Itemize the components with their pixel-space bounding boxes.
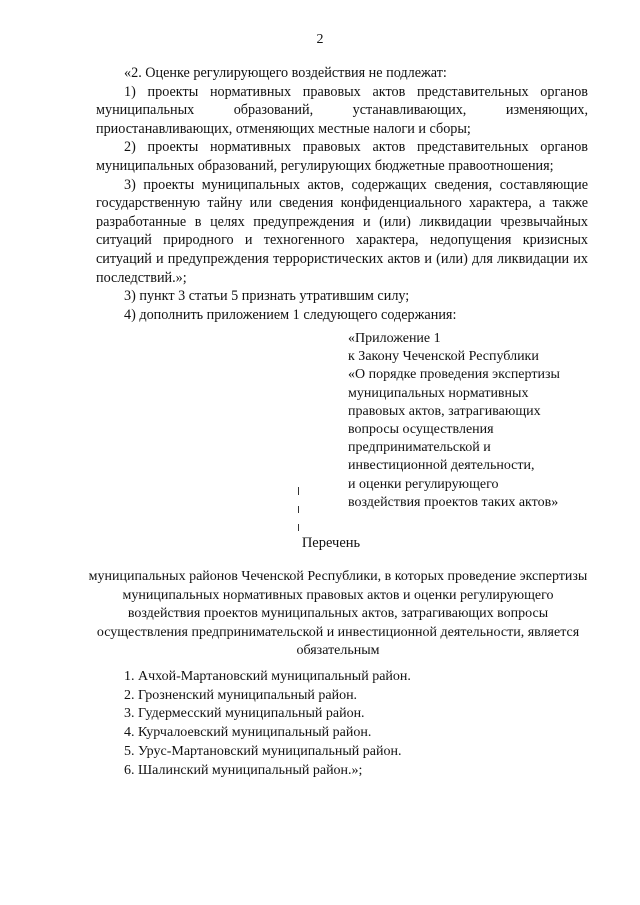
appendix-line: к Закону Чеченской Республики (348, 349, 539, 365)
amendment-clause-repeal: 3) пункт 3 статьи 5 признать утратившим силу; (124, 288, 410, 305)
appendix-reference (348, 330, 593, 512)
list-item: 2. Грозненский муниципальный район. (124, 687, 358, 703)
scan-mark (298, 487, 299, 495)
page-number: 2 (316, 32, 324, 47)
appendix-line: «О порядке проведения экспертизы (348, 367, 560, 383)
list-item: 4. Курчалоевский муниципальный район. (124, 725, 372, 741)
list-item: 5. Урус-Мартановский муниципальный район. (124, 743, 402, 759)
appendix-line: предпринимательской и (348, 440, 491, 456)
appendix-line: инвестиционной деятельности, (348, 458, 535, 474)
appendix-line: воздействия проектов таких актов» (348, 494, 559, 510)
scan-mark (298, 506, 299, 513)
scan-mark (298, 524, 299, 531)
list-subtitle: муниципальных районов Чеченской Республики, в которых проведение экспертизы муниципальных нормативных правовых актов и оценки регулирующего воздействия проектов муниципальных актов, затрагивающих вопросы осуществления предпринимательской и инвестиционной деятельности, является обязательным (88, 569, 588, 659)
appendix-line: муниципальных нормативных (348, 385, 529, 401)
list-item: 3. Гудермесский муниципальный район. (124, 706, 365, 722)
list-title: Перечень (301, 535, 361, 551)
appendix-line: правовых актов, затрагивающих (348, 403, 541, 419)
district-list (124, 668, 411, 780)
appendix-line: вопросы осуществления (348, 422, 494, 438)
amendment-item-2: 2) проекты нормативных правовых актов представительных органов муниципальных образований, регулирующих бюджетные правоотношения; (96, 139, 588, 174)
amendment-item-1: 1) проекты нормативных правовых актов представительных органов муниципальных образований, устанавливающих, изменяющих, приостанавливающих, отменяющих местные налоги и сборы; (96, 83, 588, 137)
amendments-text (96, 64, 588, 324)
list-item: 6. Шалинский муниципальный район.»; (124, 762, 363, 778)
amendment-intro: «2. Оценке регулирующего воздействия не подлежат: (124, 65, 447, 81)
appendix-line: и оценки регулирующего (348, 476, 499, 492)
scan-artifact-marks (296, 487, 304, 537)
appendix-line: «Приложение 1 (348, 331, 441, 346)
list-item: 1. Ачхой-Мартановский муниципальный район. (124, 669, 411, 684)
amendment-item-3: 3) проекты муниципальных актов, содержащих сведения, составляющие государственную тайну или сведения конфиденциального характера, а также разработанные в целях предупреждения и (или) ликвидации чрезвычайных ситуаций природного и техногенного характера, недопущения кризисных ситуаций и предупреждения террористических актов и (или) для ликвидации их последствий.»; (96, 176, 588, 286)
amendment-clause-add: 4) дополнить приложением 1 следующего содержания: (124, 306, 457, 323)
